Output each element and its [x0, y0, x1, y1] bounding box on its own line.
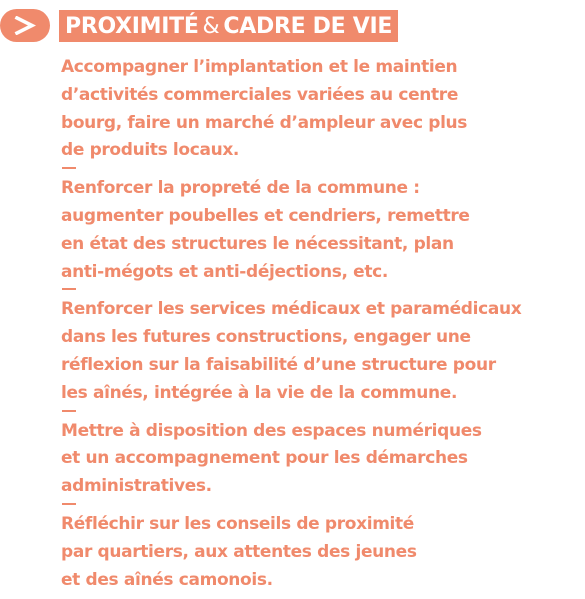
item-separator: [62, 503, 76, 505]
item-line: Accompagner l’implantation et le maintien: [61, 57, 458, 77]
section-header: [0, 6, 585, 46]
item-line: de produits locaux.: [61, 140, 240, 161]
list-item: [61, 296, 585, 407]
item-line: augmenter poubelles et cendriers, remettre: [61, 205, 470, 226]
item-line: par quartiers, aux attentes des jeunes: [61, 541, 417, 562]
item-line: bourg, faire un marché d’ampleur avec plus: [61, 112, 468, 133]
item-line: les aînés, intégrée à la vie de la commune.: [61, 382, 458, 403]
list-item: [61, 511, 585, 594]
item-line: Réfléchir sur les conseils de proximité: [61, 513, 414, 534]
section-title: [59, 10, 398, 42]
list-item: [61, 175, 585, 286]
list-item: [61, 418, 585, 501]
item-line: et un accompagnement pour les démarches: [61, 448, 468, 469]
item-separator: [62, 288, 76, 290]
item-line: anti-mégots et anti-déjections, etc.: [61, 261, 388, 282]
commitments-list: [61, 54, 585, 594]
item-line: Renforcer la propreté de la commune :: [61, 178, 420, 199]
item-separator: [62, 167, 76, 169]
list-item: [61, 54, 585, 165]
item-line: en état des structures le nécessitant, plan: [61, 233, 454, 254]
item-line: dans les futures constructions, engager une: [61, 327, 471, 348]
chevron-right-icon: [14, 16, 36, 35]
title-part-1: PROXIMITÉ: [65, 13, 199, 39]
item-line: et des aînés camonois.: [61, 569, 273, 590]
item-separator: [62, 410, 76, 412]
title-part-2: CADRE DE VIE: [223, 13, 393, 39]
item-line: administratives.: [61, 476, 212, 497]
item-line: Mettre à disposition des espaces numériques: [61, 420, 482, 441]
title-ampersand: &: [202, 13, 220, 39]
item-line: réflexion sur la faisabilité d’une structure pour: [61, 354, 496, 375]
item-line: d’activités commerciales variées au centre: [61, 84, 459, 105]
item-line: Renforcer les services médicaux et paramédicaux: [61, 299, 522, 320]
chevron-badge: [0, 9, 50, 42]
